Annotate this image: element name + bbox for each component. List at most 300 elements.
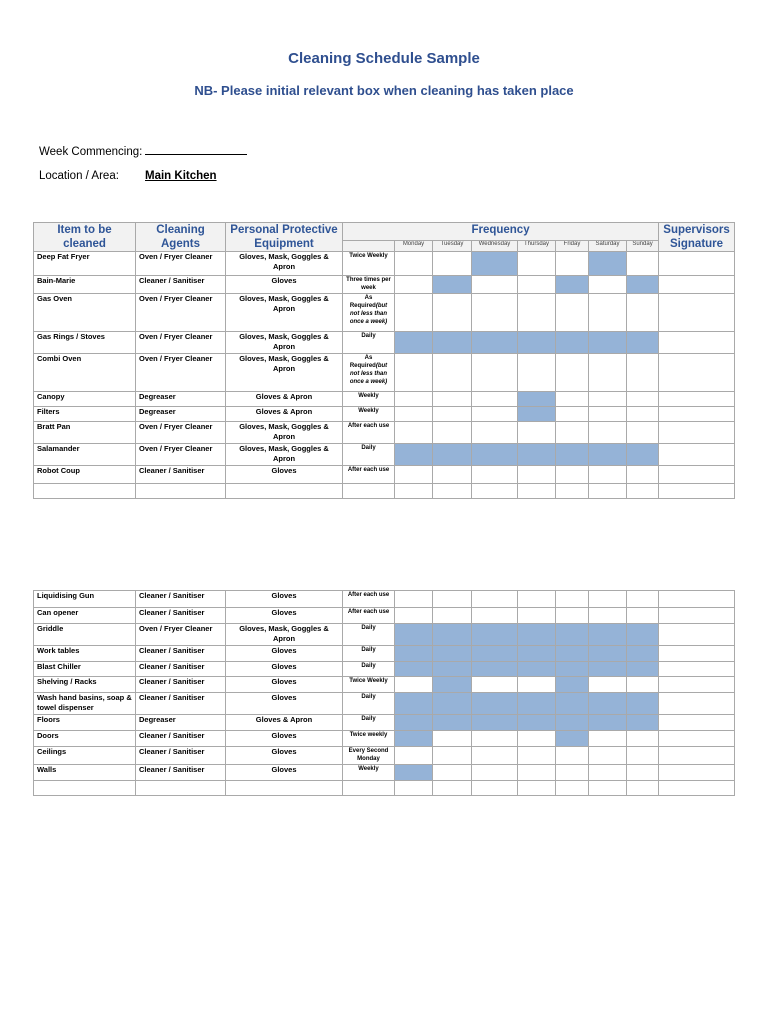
day-cell-wednesday[interactable] bbox=[472, 332, 518, 354]
blank-cell[interactable] bbox=[34, 484, 136, 499]
day-cell-monday[interactable] bbox=[395, 392, 433, 407]
ppe-value: Gloves, Mask, Goggles & Apron bbox=[226, 332, 343, 354]
day-cell-sunday[interactable] bbox=[627, 276, 659, 294]
day-cell-friday[interactable] bbox=[556, 765, 589, 781]
header-item: Item to be cleaned bbox=[34, 223, 136, 252]
table-row bbox=[34, 646, 735, 662]
day-cell-sunday[interactable] bbox=[627, 765, 659, 781]
day-cell-saturday[interactable] bbox=[589, 677, 627, 693]
day-sunday: Sunday bbox=[627, 241, 659, 252]
signature-cell[interactable] bbox=[659, 252, 735, 276]
day-cell-tuesday[interactable] bbox=[433, 662, 472, 677]
day-tuesday: Tuesday bbox=[433, 241, 472, 252]
day-cell-wednesday[interactable] bbox=[472, 731, 518, 747]
day-cell-wednesday[interactable] bbox=[472, 444, 518, 466]
day-cell-wednesday[interactable] bbox=[472, 591, 518, 608]
item-name: Gas Oven bbox=[34, 294, 136, 332]
item-name: Liquidising Gun bbox=[34, 591, 136, 608]
day-cell-sunday[interactable] bbox=[627, 407, 659, 422]
day-cell-saturday[interactable] bbox=[589, 608, 627, 624]
day-cell-monday[interactable] bbox=[395, 332, 433, 354]
day-cell-saturday[interactable] bbox=[589, 354, 627, 392]
signature-cell[interactable] bbox=[659, 407, 735, 422]
day-cell-tuesday[interactable] bbox=[433, 591, 472, 608]
cleaning-agent: Oven / Fryer Cleaner bbox=[136, 294, 226, 332]
day-cell-saturday[interactable] bbox=[589, 591, 627, 608]
blank-cell[interactable] bbox=[343, 484, 395, 499]
header-ppe: Personal Protective Equipment bbox=[226, 223, 343, 252]
item-name: Shelving / Racks bbox=[34, 677, 136, 693]
blank-cell[interactable] bbox=[556, 781, 589, 796]
blank-cell[interactable] bbox=[472, 484, 518, 499]
day-wednesday: Wednesday bbox=[472, 241, 518, 252]
day-cell-thursday[interactable] bbox=[518, 422, 556, 444]
location-value: Main Kitchen bbox=[145, 170, 217, 182]
signature-cell[interactable] bbox=[659, 422, 735, 444]
day-cell-wednesday[interactable] bbox=[472, 294, 518, 332]
frequency-value: After each use bbox=[343, 466, 395, 484]
day-cell-saturday[interactable] bbox=[589, 624, 627, 646]
blank-row bbox=[34, 781, 735, 796]
day-cell-tuesday[interactable] bbox=[433, 294, 472, 332]
day-cell-tuesday[interactable] bbox=[433, 354, 472, 392]
day-cell-wednesday[interactable] bbox=[472, 662, 518, 677]
table-row bbox=[34, 591, 735, 608]
day-cell-saturday[interactable] bbox=[589, 392, 627, 407]
day-cell-thursday[interactable] bbox=[518, 662, 556, 677]
item-name: Floors bbox=[34, 715, 136, 731]
day-cell-wednesday[interactable] bbox=[472, 677, 518, 693]
day-cell-monday[interactable] bbox=[395, 715, 433, 731]
cleaning-agent: Oven / Fryer Cleaner bbox=[136, 332, 226, 354]
blank-cell[interactable] bbox=[433, 484, 472, 499]
day-cell-thursday[interactable] bbox=[518, 294, 556, 332]
day-cell-sunday[interactable] bbox=[627, 444, 659, 466]
table-row bbox=[34, 294, 735, 332]
item-name: Blast Chiller bbox=[34, 662, 136, 677]
day-cell-wednesday[interactable] bbox=[472, 646, 518, 662]
table-row bbox=[34, 466, 735, 484]
day-cell-friday[interactable] bbox=[556, 276, 589, 294]
blank-cell[interactable] bbox=[659, 484, 735, 499]
blank-cell[interactable] bbox=[518, 781, 556, 796]
ppe-value: Gloves & Apron bbox=[226, 407, 343, 422]
frequency-value: Three times per week bbox=[343, 276, 395, 294]
day-cell-wednesday[interactable] bbox=[472, 252, 518, 276]
day-cell-monday[interactable] bbox=[395, 624, 433, 646]
cleaning-agent: Cleaner / Sanitiser bbox=[136, 693, 226, 715]
table-row bbox=[34, 677, 735, 693]
day-cell-monday[interactable] bbox=[395, 747, 433, 765]
cleaning-schedule-table-1 bbox=[33, 222, 735, 499]
week-commencing-blank[interactable] bbox=[145, 143, 247, 155]
header-frequency: Frequency bbox=[343, 223, 659, 241]
ppe-value: Gloves, Mask, Goggles & Apron bbox=[226, 422, 343, 444]
header-signature: Supervisors Signature bbox=[659, 223, 735, 252]
day-cell-tuesday[interactable] bbox=[433, 731, 472, 747]
item-name: Salamander bbox=[34, 444, 136, 466]
blank-cell[interactable] bbox=[226, 484, 343, 499]
day-cell-saturday[interactable] bbox=[589, 715, 627, 731]
item-name: Can opener bbox=[34, 608, 136, 624]
day-saturday: Saturday bbox=[589, 241, 627, 252]
blank-cell[interactable] bbox=[136, 781, 226, 796]
day-cell-tuesday[interactable] bbox=[433, 608, 472, 624]
item-name: Work tables bbox=[34, 646, 136, 662]
day-cell-thursday[interactable] bbox=[518, 624, 556, 646]
day-cell-saturday[interactable] bbox=[589, 646, 627, 662]
frequency-value: Twice weekly bbox=[343, 731, 395, 747]
cleaning-agent: Degreaser bbox=[136, 407, 226, 422]
table-row bbox=[34, 731, 735, 747]
frequency-value: Twice Weekly bbox=[343, 252, 395, 276]
day-cell-saturday[interactable] bbox=[589, 747, 627, 765]
day-cell-thursday[interactable] bbox=[518, 608, 556, 624]
day-cell-friday[interactable] bbox=[556, 591, 589, 608]
signature-cell[interactable] bbox=[659, 765, 735, 781]
item-name: Walls bbox=[34, 765, 136, 781]
day-cell-friday[interactable] bbox=[556, 624, 589, 646]
day-cell-tuesday[interactable] bbox=[433, 407, 472, 422]
day-cell-tuesday[interactable] bbox=[433, 392, 472, 407]
signature-cell[interactable] bbox=[659, 608, 735, 624]
table-row bbox=[34, 332, 735, 354]
instruction-note: NB- Please initial relevant box when cleaning has taken place bbox=[194, 83, 574, 98]
day-cell-thursday[interactable] bbox=[518, 276, 556, 294]
day-cell-friday[interactable] bbox=[556, 715, 589, 731]
table-row bbox=[34, 276, 735, 294]
day-cell-friday[interactable] bbox=[556, 466, 589, 484]
item-name: Bain-Marie bbox=[34, 276, 136, 294]
cleaning-agent: Cleaner / Sanitiser bbox=[136, 276, 226, 294]
day-cell-friday[interactable] bbox=[556, 354, 589, 392]
day-cell-tuesday[interactable] bbox=[433, 677, 472, 693]
signature-cell[interactable] bbox=[659, 392, 735, 407]
blank-cell[interactable] bbox=[627, 781, 659, 796]
day-cell-sunday[interactable] bbox=[627, 646, 659, 662]
table-row bbox=[34, 765, 735, 781]
day-cell-sunday[interactable] bbox=[627, 662, 659, 677]
day-cell-friday[interactable] bbox=[556, 252, 589, 276]
day-cell-sunday[interactable] bbox=[627, 252, 659, 276]
day-cell-thursday[interactable] bbox=[518, 466, 556, 484]
day-cell-thursday[interactable] bbox=[518, 354, 556, 392]
day-cell-monday[interactable] bbox=[395, 677, 433, 693]
day-cell-saturday[interactable] bbox=[589, 422, 627, 444]
day-cell-tuesday[interactable] bbox=[433, 715, 472, 731]
table-row bbox=[34, 693, 735, 715]
item-name: Robot Coup bbox=[34, 466, 136, 484]
day-cell-thursday[interactable] bbox=[518, 693, 556, 715]
cleaning-agent: Cleaner / Sanitiser bbox=[136, 646, 226, 662]
day-cell-sunday[interactable] bbox=[627, 422, 659, 444]
day-cell-wednesday[interactable] bbox=[472, 407, 518, 422]
day-cell-monday[interactable] bbox=[395, 252, 433, 276]
frequency-value: After each use bbox=[343, 422, 395, 444]
frequency-value: As Required(but not less than once a week) bbox=[343, 294, 395, 332]
signature-cell[interactable] bbox=[659, 276, 735, 294]
ppe-value: Gloves, Mask, Goggles & Apron bbox=[226, 354, 343, 392]
table-row bbox=[34, 252, 735, 276]
day-cell-monday[interactable] bbox=[395, 294, 433, 332]
cleaning-schedule-table-2 bbox=[33, 590, 735, 796]
cleaning-agent: Oven / Fryer Cleaner bbox=[136, 422, 226, 444]
frequency-value: Daily bbox=[343, 715, 395, 731]
day-cell-tuesday[interactable] bbox=[433, 693, 472, 715]
day-cell-thursday[interactable] bbox=[518, 646, 556, 662]
table-row bbox=[34, 715, 735, 731]
signature-cell[interactable] bbox=[659, 662, 735, 677]
blank-cell[interactable] bbox=[589, 484, 627, 499]
day-cell-friday[interactable] bbox=[556, 608, 589, 624]
table-row bbox=[34, 444, 735, 466]
blank-cell[interactable] bbox=[226, 781, 343, 796]
signature-cell[interactable] bbox=[659, 646, 735, 662]
day-cell-monday[interactable] bbox=[395, 646, 433, 662]
ppe-value: Gloves, Mask, Goggles & Apron bbox=[226, 444, 343, 466]
day-cell-friday[interactable] bbox=[556, 332, 589, 354]
ppe-value: Gloves, Mask, Goggles & Apron bbox=[226, 252, 343, 276]
cleaning-agent: Oven / Fryer Cleaner bbox=[136, 444, 226, 466]
ppe-value: Gloves bbox=[226, 608, 343, 624]
day-cell-tuesday[interactable] bbox=[433, 624, 472, 646]
day-cell-wednesday[interactable] bbox=[472, 392, 518, 407]
day-cell-friday[interactable] bbox=[556, 444, 589, 466]
day-cell-friday[interactable] bbox=[556, 747, 589, 765]
day-cell-sunday[interactable] bbox=[627, 677, 659, 693]
table-row bbox=[34, 624, 735, 646]
blank-cell[interactable] bbox=[556, 484, 589, 499]
day-cell-wednesday[interactable] bbox=[472, 354, 518, 392]
day-cell-sunday[interactable] bbox=[627, 466, 659, 484]
day-cell-sunday[interactable] bbox=[627, 392, 659, 407]
ppe-value: Gloves bbox=[226, 466, 343, 484]
day-cell-thursday[interactable] bbox=[518, 715, 556, 731]
frequency-value: Daily bbox=[343, 624, 395, 646]
day-cell-friday[interactable] bbox=[556, 677, 589, 693]
day-cell-wednesday[interactable] bbox=[472, 765, 518, 781]
day-cell-thursday[interactable] bbox=[518, 444, 556, 466]
ppe-value: Gloves & Apron bbox=[226, 715, 343, 731]
day-cell-wednesday[interactable] bbox=[472, 608, 518, 624]
day-cell-wednesday[interactable] bbox=[472, 624, 518, 646]
day-cell-friday[interactable] bbox=[556, 422, 589, 444]
day-cell-sunday[interactable] bbox=[627, 747, 659, 765]
day-cell-monday[interactable] bbox=[395, 444, 433, 466]
day-cell-friday[interactable] bbox=[556, 294, 589, 332]
cleaning-agent: Cleaner / Sanitiser bbox=[136, 662, 226, 677]
day-cell-sunday[interactable] bbox=[627, 715, 659, 731]
day-cell-monday[interactable] bbox=[395, 591, 433, 608]
day-cell-sunday[interactable] bbox=[627, 354, 659, 392]
frequency-value: Daily bbox=[343, 662, 395, 677]
day-cell-saturday[interactable] bbox=[589, 662, 627, 677]
day-cell-thursday[interactable] bbox=[518, 731, 556, 747]
signature-cell[interactable] bbox=[659, 747, 735, 765]
table-row bbox=[34, 354, 735, 392]
day-cell-sunday[interactable] bbox=[627, 591, 659, 608]
signature-cell[interactable] bbox=[659, 444, 735, 466]
day-cell-thursday[interactable] bbox=[518, 747, 556, 765]
day-cell-monday[interactable] bbox=[395, 422, 433, 444]
day-cell-saturday[interactable] bbox=[589, 731, 627, 747]
day-cell-sunday[interactable] bbox=[627, 693, 659, 715]
day-cell-friday[interactable] bbox=[556, 646, 589, 662]
day-cell-thursday[interactable] bbox=[518, 591, 556, 608]
day-cell-tuesday[interactable] bbox=[433, 765, 472, 781]
cleaning-agent: Cleaner / Sanitiser bbox=[136, 765, 226, 781]
ppe-value: Gloves bbox=[226, 731, 343, 747]
frequency-value: Twice Weekly bbox=[343, 677, 395, 693]
cleaning-agent: Cleaner / Sanitiser bbox=[136, 747, 226, 765]
day-cell-tuesday[interactable] bbox=[433, 422, 472, 444]
day-cell-tuesday[interactable] bbox=[433, 252, 472, 276]
blank-cell[interactable] bbox=[659, 781, 735, 796]
location-field bbox=[39, 170, 217, 182]
blank-cell[interactable] bbox=[518, 484, 556, 499]
day-cell-saturday[interactable] bbox=[589, 466, 627, 484]
day-cell-sunday[interactable] bbox=[627, 332, 659, 354]
table-row bbox=[34, 422, 735, 444]
day-cell-tuesday[interactable] bbox=[433, 646, 472, 662]
day-cell-monday[interactable] bbox=[395, 466, 433, 484]
blank-cell[interactable] bbox=[589, 781, 627, 796]
cleaning-agent: Cleaner / Sanitiser bbox=[136, 466, 226, 484]
frequency-value: Daily bbox=[343, 693, 395, 715]
blank-cell[interactable] bbox=[433, 781, 472, 796]
frequency-value: After each use bbox=[343, 608, 395, 624]
day-cell-sunday[interactable] bbox=[627, 608, 659, 624]
table-row bbox=[34, 747, 735, 765]
item-name: Deep Fat Fryer bbox=[34, 252, 136, 276]
cleaning-agent: Oven / Fryer Cleaner bbox=[136, 624, 226, 646]
item-name: Combi Oven bbox=[34, 354, 136, 392]
day-cell-friday[interactable] bbox=[556, 662, 589, 677]
header-agents: Cleaning Agents bbox=[136, 223, 226, 252]
day-cell-saturday[interactable] bbox=[589, 765, 627, 781]
day-cell-wednesday[interactable] bbox=[472, 422, 518, 444]
signature-cell[interactable] bbox=[659, 332, 735, 354]
header-frequency-blank bbox=[343, 241, 395, 252]
day-cell-monday[interactable] bbox=[395, 354, 433, 392]
cleaning-agent: Cleaner / Sanitiser bbox=[136, 677, 226, 693]
location-label: Location / Area: bbox=[39, 170, 119, 182]
day-cell-thursday[interactable] bbox=[518, 252, 556, 276]
signature-cell[interactable] bbox=[659, 466, 735, 484]
item-name: Bratt Pan bbox=[34, 422, 136, 444]
day-cell-thursday[interactable] bbox=[518, 407, 556, 422]
day-cell-saturday[interactable] bbox=[589, 294, 627, 332]
day-thursday: Thursday bbox=[518, 241, 556, 252]
day-cell-monday[interactable] bbox=[395, 765, 433, 781]
day-cell-sunday[interactable] bbox=[627, 294, 659, 332]
day-cell-monday[interactable] bbox=[395, 608, 433, 624]
day-cell-monday[interactable] bbox=[395, 731, 433, 747]
item-name: Wash hand basins, soap & towel dispenser bbox=[34, 693, 136, 715]
signature-cell[interactable] bbox=[659, 354, 735, 392]
blank-cell[interactable] bbox=[395, 781, 433, 796]
day-cell-tuesday[interactable] bbox=[433, 466, 472, 484]
cleaning-agent: Degreaser bbox=[136, 715, 226, 731]
day-cell-friday[interactable] bbox=[556, 392, 589, 407]
blank-row bbox=[34, 484, 735, 499]
cleaning-agent: Cleaner / Sanitiser bbox=[136, 591, 226, 608]
signature-cell[interactable] bbox=[659, 715, 735, 731]
day-cell-friday[interactable] bbox=[556, 407, 589, 422]
signature-cell[interactable] bbox=[659, 693, 735, 715]
day-cell-tuesday[interactable] bbox=[433, 332, 472, 354]
day-cell-tuesday[interactable] bbox=[433, 444, 472, 466]
day-cell-thursday[interactable] bbox=[518, 392, 556, 407]
day-cell-tuesday[interactable] bbox=[433, 747, 472, 765]
day-cell-monday[interactable] bbox=[395, 662, 433, 677]
signature-cell[interactable] bbox=[659, 294, 735, 332]
blank-cell[interactable] bbox=[627, 484, 659, 499]
day-cell-saturday[interactable] bbox=[589, 444, 627, 466]
week-commencing-field bbox=[39, 143, 247, 158]
blank-cell[interactable] bbox=[472, 781, 518, 796]
blank-cell[interactable] bbox=[343, 781, 395, 796]
item-name: Gas Rings / Stoves bbox=[34, 332, 136, 354]
ppe-value: Gloves bbox=[226, 276, 343, 294]
day-cell-saturday[interactable] bbox=[589, 332, 627, 354]
cleaning-agent: Oven / Fryer Cleaner bbox=[136, 252, 226, 276]
day-monday: Monday bbox=[395, 241, 433, 252]
day-cell-wednesday[interactable] bbox=[472, 693, 518, 715]
day-cell-monday[interactable] bbox=[395, 693, 433, 715]
day-cell-wednesday[interactable] bbox=[472, 715, 518, 731]
day-cell-wednesday[interactable] bbox=[472, 747, 518, 765]
ppe-value: Gloves, Mask, Goggles & Apron bbox=[226, 294, 343, 332]
blank-cell[interactable] bbox=[395, 484, 433, 499]
day-cell-sunday[interactable] bbox=[627, 624, 659, 646]
day-cell-wednesday[interactable] bbox=[472, 276, 518, 294]
item-name: Ceilings bbox=[34, 747, 136, 765]
day-cell-thursday[interactable] bbox=[518, 332, 556, 354]
signature-cell[interactable] bbox=[659, 731, 735, 747]
cleaning-agent: Cleaner / Sanitiser bbox=[136, 608, 226, 624]
frequency-value: Daily bbox=[343, 444, 395, 466]
day-cell-tuesday[interactable] bbox=[433, 276, 472, 294]
ppe-value: Gloves, Mask, Goggles & Apron bbox=[226, 624, 343, 646]
ppe-value: Gloves bbox=[226, 747, 343, 765]
frequency-value: Weekly bbox=[343, 765, 395, 781]
frequency-value: After each use bbox=[343, 591, 395, 608]
blank-cell[interactable] bbox=[34, 781, 136, 796]
day-cell-saturday[interactable] bbox=[589, 693, 627, 715]
day-cell-sunday[interactable] bbox=[627, 731, 659, 747]
day-cell-saturday[interactable] bbox=[589, 276, 627, 294]
day-cell-friday[interactable] bbox=[556, 693, 589, 715]
ppe-value: Gloves bbox=[226, 646, 343, 662]
day-cell-thursday[interactable] bbox=[518, 677, 556, 693]
frequency-value: Daily bbox=[343, 332, 395, 354]
blank-cell[interactable] bbox=[136, 484, 226, 499]
signature-cell[interactable] bbox=[659, 591, 735, 608]
day-cell-saturday[interactable] bbox=[589, 252, 627, 276]
item-name: Griddle bbox=[34, 624, 136, 646]
day-cell-wednesday[interactable] bbox=[472, 466, 518, 484]
day-cell-monday[interactable] bbox=[395, 407, 433, 422]
day-cell-friday[interactable] bbox=[556, 731, 589, 747]
signature-cell[interactable] bbox=[659, 677, 735, 693]
signature-cell[interactable] bbox=[659, 624, 735, 646]
table-row bbox=[34, 392, 735, 407]
day-cell-thursday[interactable] bbox=[518, 765, 556, 781]
day-friday: Friday bbox=[556, 241, 589, 252]
day-cell-saturday[interactable] bbox=[589, 407, 627, 422]
day-cell-monday[interactable] bbox=[395, 276, 433, 294]
